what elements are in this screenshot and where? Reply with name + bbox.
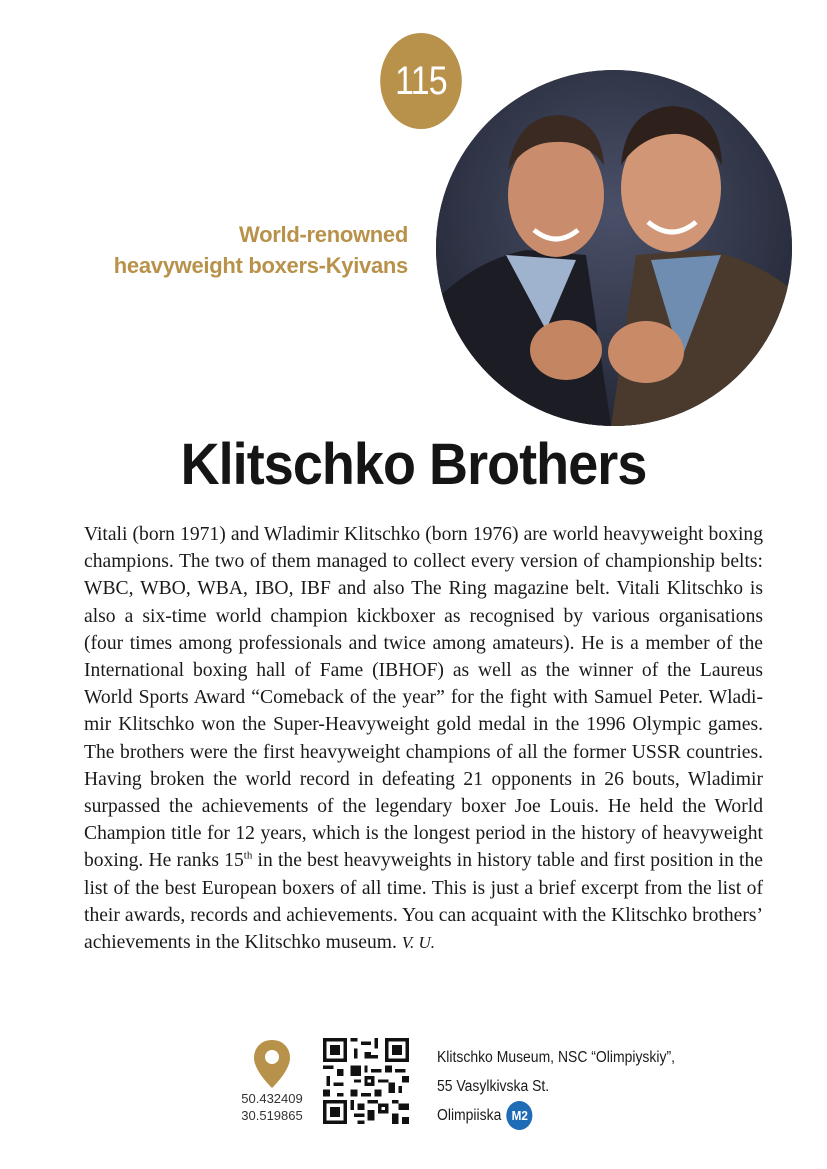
author-signature: V. U. (401, 933, 436, 953)
article-body (84, 521, 763, 956)
museum-address (437, 1043, 725, 1130)
gps-coordinates (226, 1090, 318, 1124)
page-number-badge (380, 33, 462, 129)
subtitle-line-1: World-renowned (239, 222, 408, 247)
ordinal-suffix: th (243, 849, 253, 862)
address-line-1: Klitschko Museum, NSC “Olimpiyskiy”, (437, 1049, 675, 1066)
subtitle-line-2: heavyweight boxers-Kyivans (113, 253, 408, 278)
latitude: 50.432409 (241, 1091, 303, 1106)
body-text-part-2: in the best heavyweights in history table and first position in the list of the best European boxers of all time. This is just a brief excerpt from the list of their awards, records and achievements. You can acquaint with the Klitschko brothers’ achievements in the Klitschko museum. (84, 850, 763, 954)
qr-code[interactable] (323, 1038, 409, 1124)
map-pin-icon (252, 1038, 292, 1090)
body-text-part-1: Vitali (born 1971) and Wladimir Klitschko (born 1976) are world heavyweight boxing champions. The two of them managed to collect every version of championship belts: WBC, WBO, WBA, IBO, IBF and also The Ring magazine belt. Vitali Klitschko is also a six-time world champion kickboxer as recognised by various organisations (four times among professionals and twice among amateurs). He is a member of the International boxing hall of Fame (IBHOF) as well as the winner of the Laureus World Sports Award “Comeback of the year” for the fight with Samuel Peter. Wladimir Klitschko won the Super-Heavyweight gold medal in the 1996 Olympic games. The brothers were the first heavyweight champions of all the former USSR countries. Having broken the world record in defeating 21 opponents in 26 bouts, Wladimir surpassed the achievements of the legendary boxer Joe Louis. He held the World Champion title for 12 years, which is the longest period in the history of heavyweight boxing. He ranks 15 (84, 524, 763, 872)
metro-info (437, 1101, 725, 1130)
metro-station: Olimpiiska (437, 1107, 502, 1124)
longitude: 30.519865 (241, 1108, 303, 1123)
metro-badge: M2 (507, 1101, 533, 1130)
address-line-2: 55 Vasylkivska St. (437, 1078, 550, 1095)
klitschko-brothers-photo (436, 70, 792, 426)
subtitle (60, 219, 408, 281)
page-title: Klitschko Brothers (180, 432, 647, 497)
page-number: 115 (395, 58, 447, 103)
